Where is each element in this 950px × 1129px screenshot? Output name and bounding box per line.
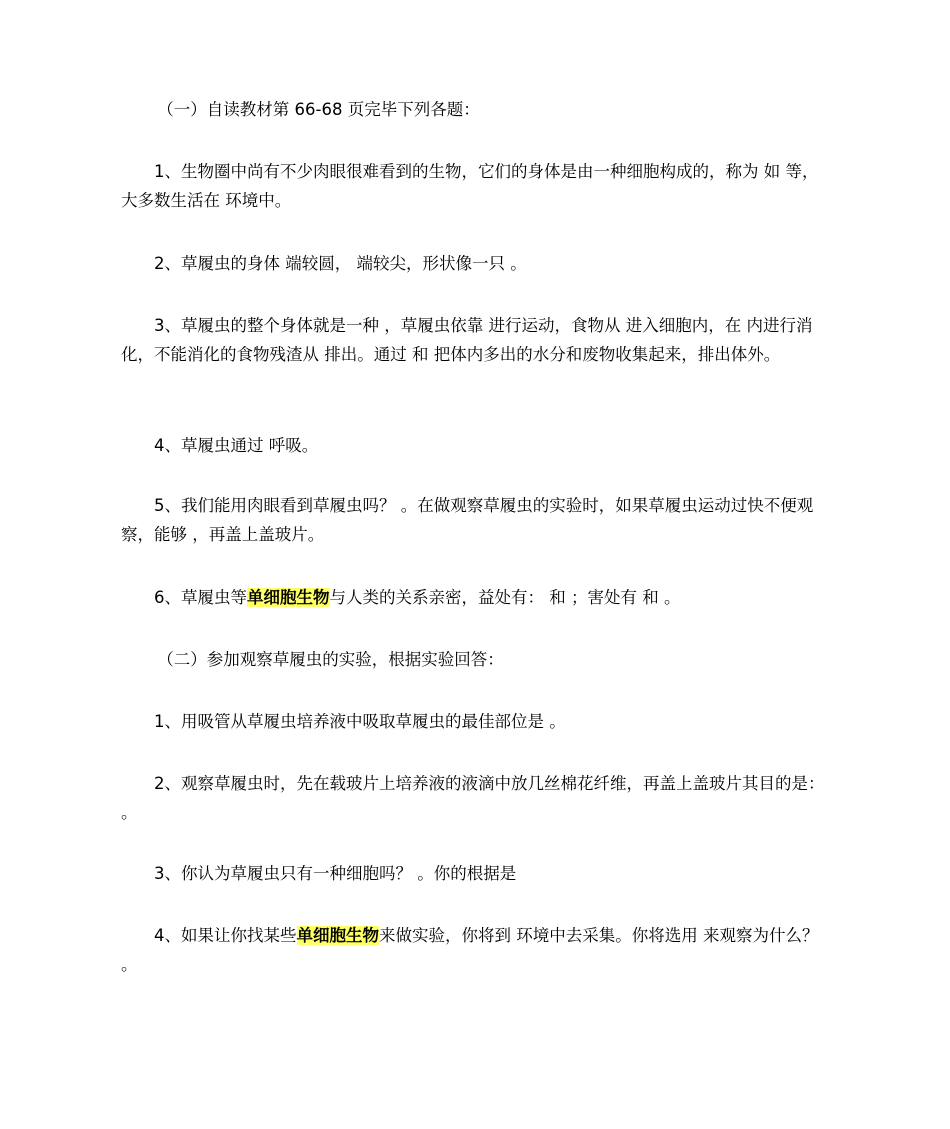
- section-1-question-5: 5、我们能用肉眼看到草履虫吗？ 。在做观察草履虫的实验时，如果草履虫运动过快不便观察，能够 ，再盖上盖玻片。: [121, 496, 814, 544]
- section-1-question-1: 1、生物圈中尚有不少肉眼很难看到的生物，它们的身体是由一种细胞构成的，称为 如 等，大多数生活在 环境中。: [121, 162, 819, 210]
- question-4-text-after: 来做实验，你将到 环境中去采集。你将选用 来观察为什么？ 。: [121, 926, 819, 974]
- section-1-question-6: [121, 583, 833, 612]
- highlighted-term: 单细胞生物: [296, 926, 379, 945]
- question-6-text-after: 与人类的关系亲密，益处有： 和 ；害处有 和 。: [329, 588, 681, 607]
- section-2-question-4: [121, 921, 833, 979]
- section-2-heading: （二）参加观察草履虫的实验，根据实验回答：: [157, 650, 504, 669]
- question-4-text-before: 4、如果让你找某些: [154, 926, 297, 945]
- section-1-question-3: 3、草履虫的整个身体就是一种 ，草履虫依靠 进行运动，食物从 进入细胞内，在 内进行消化，不能消化的食物残渣从 排出。通过 和 把体内多出的水分和废物收集起来，排出体外。: [121, 316, 813, 364]
- section-2-question-1: 1、用吸管从草履虫培养液中吸取草履虫的最佳部位是 。: [154, 712, 566, 731]
- section-2-question-3: 3、你认为草履虫只有一种细胞吗？ 。你的根据是: [154, 864, 517, 883]
- question-6-text-before: 6、草履虫等: [154, 588, 247, 607]
- section-1-question-2: 2、草履虫的身体 端较圆， 端较尖，形状像一只 。: [154, 254, 527, 273]
- section-1-heading: （一）自读教材第 66-68 页完毕下列各题：: [157, 100, 480, 119]
- highlighted-term: 单细胞生物: [247, 588, 330, 607]
- section-2-question-2: 2、观察草履虫时，先在载玻片上培养液的液滴中放几丝棉花纤维，再盖上盖玻片其目的是： 。: [121, 774, 825, 822]
- section-1-question-4: 4、草履虫通过 呼吸。: [154, 436, 319, 455]
